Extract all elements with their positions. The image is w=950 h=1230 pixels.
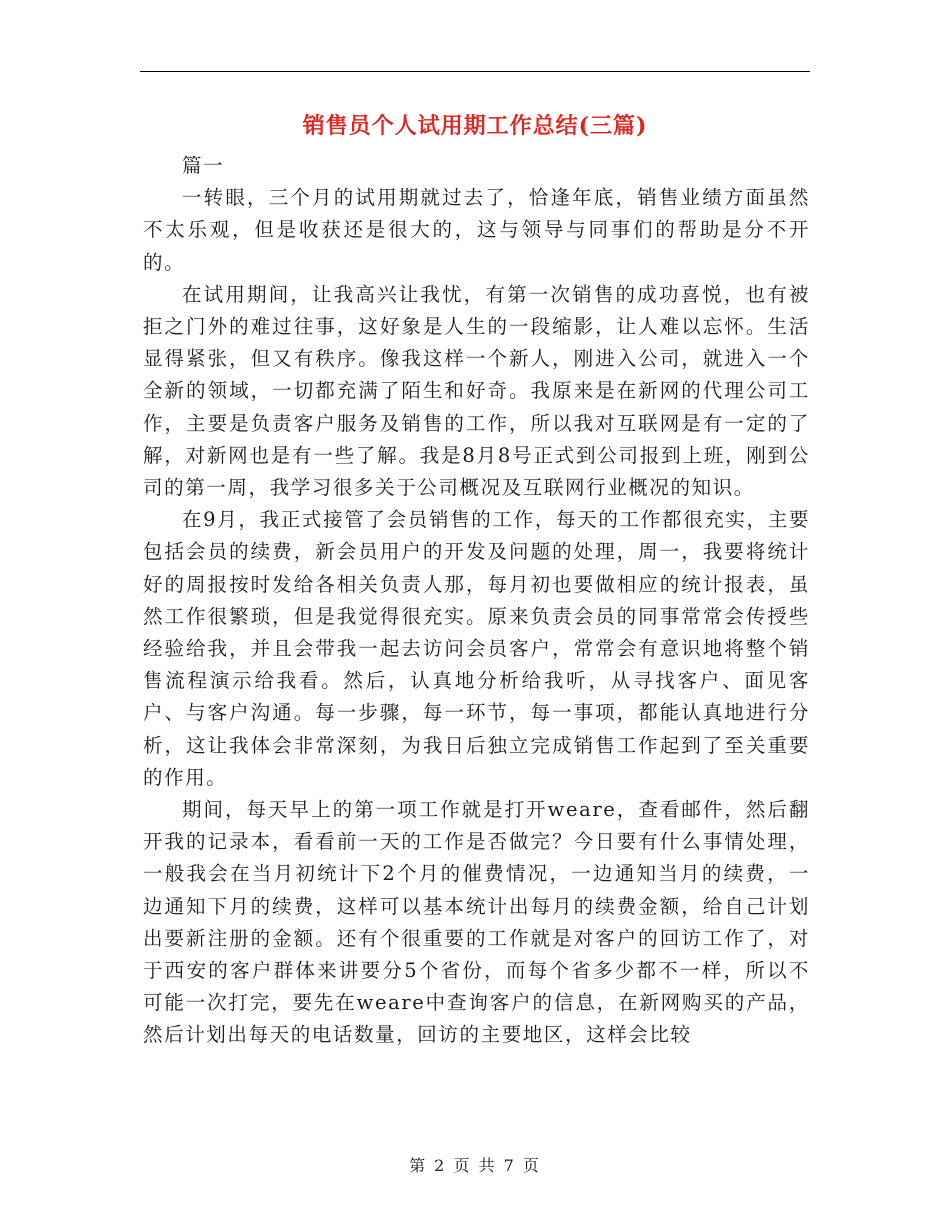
body-paragraph: 在试用期间，让我高兴让我忧，有第一次销售的成功喜悦，也有被拒之门外的难过往事，这好象是人生的一段缩影，让人难以忘怀。生活显得紧张，但又有秩序。像我这样一个新人，刚进入公司，就进入一个全新的领域，一切都充满了陌生和好奇。我原来是在新网的代理公司工作，主要是负责客户服务及销售的工作，所以我对互联网是有一定的了解，对新网也是有一些了解。我是8月8号正式到公司报到上班，刚到公司的第一周，我学习很多关于公司概况及互联网行业概况的知识。 [143, 282, 810, 500]
document-body [143, 150, 810, 1052]
header-rule [140, 71, 810, 72]
body-paragraph: 一转眼，三个月的试用期就过去了，恰逢年底，销售业绩方面虽然不太乐观，但是收获还是很大的，这与领导与同事们的帮助是分不开的。 [143, 186, 810, 274]
page-number-footer: 第 2 页 共 7 页 [409, 1156, 541, 1175]
body-paragraph: 在9月，我正式接管了会员销售的工作，每天的工作都很充实，主要包括会员的续费，新会员用户的开发及问题的处理，周一，我要将统计好的周报按时发给各相关负责人那，每月初也要做相应的统计报表，虽然工作很繁琐，但是我觉得很充实。原来负责会员的同事常常会传授些经验给我，并且会带我一起去访问会员客户，常常会有意识地将整个销售流程演示给我看。然后，认真地分析给我听，从寻找客户、面见客户、与客户沟通。每一步骤，每一环节，每一事项，都能认真地进行分析，这让我体会非常深刻，为我日后独立完成销售工作起到了至关重要的作用。 [143, 508, 810, 789]
body-paragraph: 期间，每天早上的第一项工作就是打开weare，查看邮件，然后翻开我的记录本，看看前一天的工作是否做完？今日要有什么事情处理，一般我会在当月初统计下2个月的催费情况，一边通知当月的续费，一边通知下月的续费，这样可以基本统计出每月的续费金额，给自己计划出要新注册的金额。还有个很重要的工作就是对客户的回访工作了，对于西安的客户群体来讲要分5个省份，而每个省多少都不一样，所以不可能一次打完，要先在weare中查询客户的信息，在新网购买的产品，然后计划出每天的电话数量，回访的主要地区，这样会比较 [143, 798, 810, 1047]
document-title: 销售员个人试用期工作总结(三篇) [302, 113, 648, 139]
section-heading: 篇一 [182, 154, 225, 177]
